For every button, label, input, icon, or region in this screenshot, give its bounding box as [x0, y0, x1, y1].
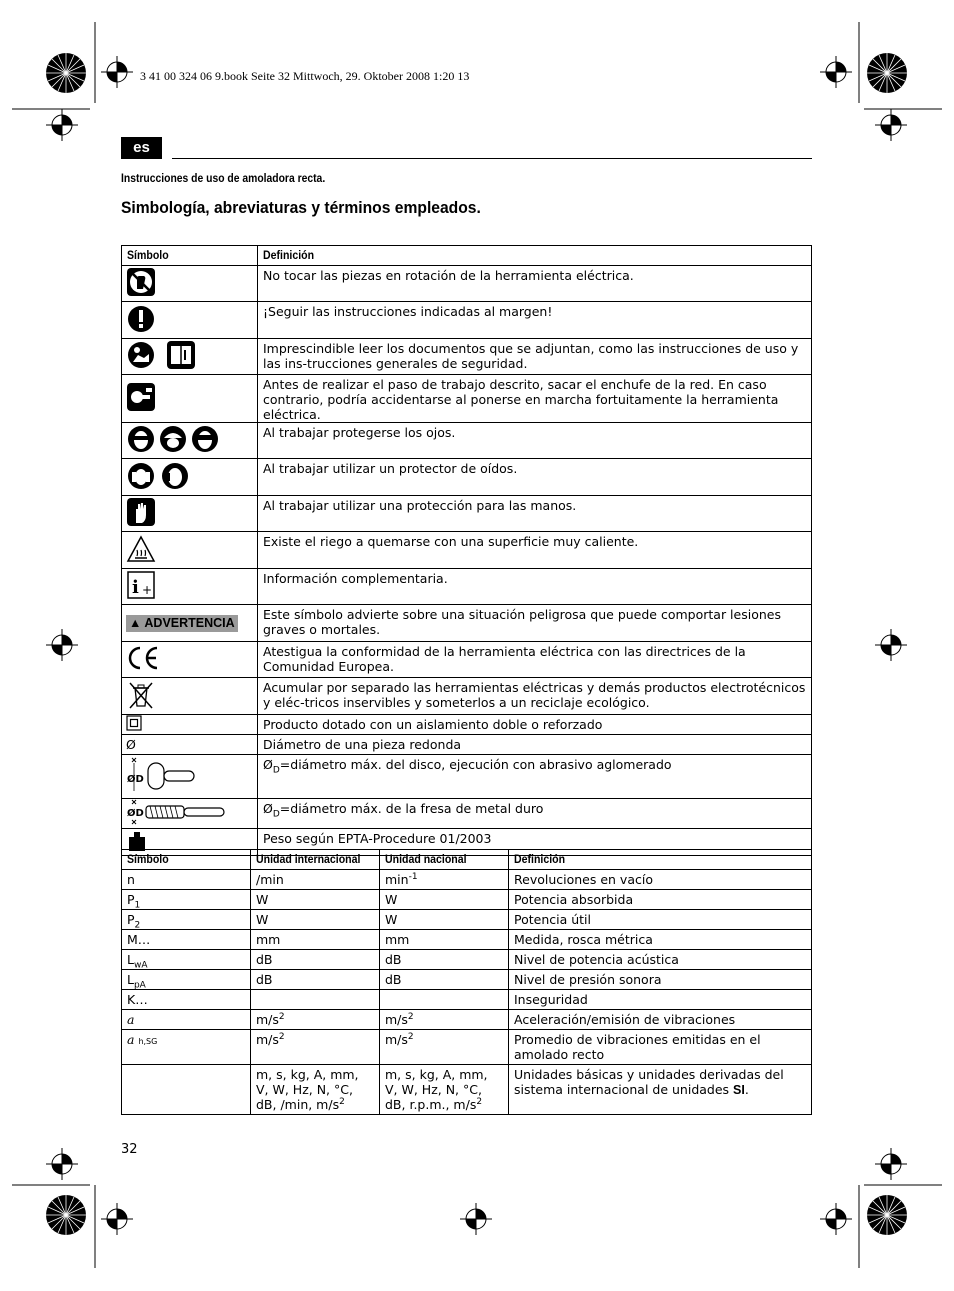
table-header-row: [122, 246, 812, 266]
diameter-symbol: Ø: [122, 735, 258, 755]
warning-label: ▲ ADVERTENCIA: [126, 615, 238, 632]
table-row: Peso según EPTA-Procedure 01/2003: [122, 829, 812, 856]
table-row: Al trabajar utilizar una protección para las manos.: [122, 496, 812, 532]
hot-surface-icon: [126, 534, 156, 564]
no-touch-rotating-icon: [126, 267, 156, 297]
table-row: K… Inseguridad: [122, 990, 812, 1010]
svg-text:ØD: ØD: [127, 774, 144, 785]
table-row: Imprescindible leer los documentos que se adjuntan, como las instrucciones de uso y las ins-trucciones generales de seguridad.: [122, 339, 812, 375]
header-natl-unit: Unidad nacional: [380, 850, 509, 870]
table-row: $L_{wA}$ dB dB Nivel de potencia acústica: [122, 950, 812, 970]
table-row: $L_{pA}$ dB dB Nivel de presión sonora: [122, 970, 812, 990]
table-row: Ø Diámetro de una pieza redonda: [122, 735, 812, 755]
table-row: Al trabajar utilizar un protector de oídos.: [122, 459, 812, 496]
grinding-disc-diameter-icon: [126, 755, 201, 795]
symbols-table: [121, 245, 812, 856]
mandatory-instruction-icon: [126, 304, 156, 334]
table-row: Acumular por separado las herramientas eléctricas y demás productos electrotécnicos y eléc-tricos inservibles y someterlos a un reciclaje ecológico.: [122, 678, 812, 715]
header-symbol: Símbolo: [122, 246, 258, 266]
header-definition: Definición: [258, 246, 812, 266]
ce-mark-icon: [126, 645, 160, 671]
table-row: Al trabajar protegerse los ojos.: [122, 423, 812, 459]
hand-protection-icon: [126, 497, 156, 527]
table-row: ▲ ADVERTENCIA Este símbolo advierte sobre una situación peligrosa que puede comportar lesiones graves o mortales.: [122, 605, 812, 642]
read-manual-icon: [126, 340, 196, 370]
table-row: a $m/s^2$ $m/s^2$ Aceleración/emisión de vibraciones: [122, 1010, 812, 1030]
header-symbol: Símbolo: [122, 850, 251, 870]
weee-bin-icon: [126, 680, 156, 710]
ear-protection-icon: [126, 461, 191, 491]
svg-text:ØD: ØD: [127, 808, 144, 819]
information-icon: [126, 570, 156, 600]
table-row: ØD $Ø_D=diámetro$ máx. de la fresa de metal duro: [122, 799, 812, 829]
document-subtitle: Instrucciones de uso de amoladora recta.: [121, 173, 326, 185]
units-table: [121, 849, 812, 1115]
unplug-mains-icon: [126, 382, 156, 412]
svg-text:+: +: [142, 583, 153, 597]
table-row: m, s, kg, A, mm, V, W, Hz, N, °C, dB, /min, $m/s^2$ m, s, kg, A, mm, V, W, Hz, N, °C, dB, r.p.m., $m/s^2$ Unidades básicas y unidades derivadas del sistema internacional de unidades SI.: [122, 1065, 812, 1115]
header-rule: [172, 158, 812, 159]
header-intl-unit: Unidad internacional: [251, 850, 380, 870]
table-row: $P_2$ W W Potencia útil: [122, 910, 812, 930]
language-tab: es: [121, 137, 162, 159]
table-row: No tocar las piezas en rotación de la herramienta eléctrica.: [122, 266, 812, 302]
table-header-row: [122, 850, 812, 870]
double-insulation-icon: [126, 715, 142, 731]
table-row: Producto dotado con un aislamiento doble o reforzado: [122, 715, 812, 735]
table-row: ¡Seguir las instrucciones indicadas al margen!: [122, 302, 812, 339]
table-row: Atestigua la conformidad de la herramienta eléctrica con las directrices de la Comunidad Europea.: [122, 642, 812, 678]
table-row: n /min $\min^{-1}$ Revoluciones en vacío: [122, 870, 812, 890]
table-row: $P_1$ W W Potencia absorbida: [122, 890, 812, 910]
carbide-cutter-diameter-icon: [126, 799, 226, 825]
table-row: M… mm mm Medida, rosca métrica: [122, 930, 812, 950]
section-title: Simbología, abreviaturas y términos empleados.: [121, 198, 481, 217]
table-row: a h,SG $m/s^2$ $m/s^2$ Promedio de vibraciones emitidas en el amolado recto: [122, 1030, 812, 1065]
page-number: 32: [121, 1142, 138, 1157]
table-row: Existe el riego a quemarse con una superficie muy caliente.: [122, 532, 812, 569]
table-row: Antes de realizar el paso de trabajo descrito, sacar el enchufe de la red. En caso contrario, podría accidentarse al ponerse en marcha fortuitamente la herramienta eléctrica.: [122, 375, 812, 423]
table-row: i + Información complementaria.: [122, 569, 812, 605]
svg-text:i: i: [132, 577, 139, 598]
table-row: ØD $Ø_D=diámetro$ máx. del disco, ejecución con abrasivo aglomerado: [122, 755, 812, 799]
header-definition: Definición: [509, 850, 812, 870]
print-info: 3 41 00 324 06 9.book Seite 32 Mittwoch, 29. Oktober 2008 1:20 13: [140, 69, 470, 83]
eye-protection-icon: [126, 424, 221, 454]
